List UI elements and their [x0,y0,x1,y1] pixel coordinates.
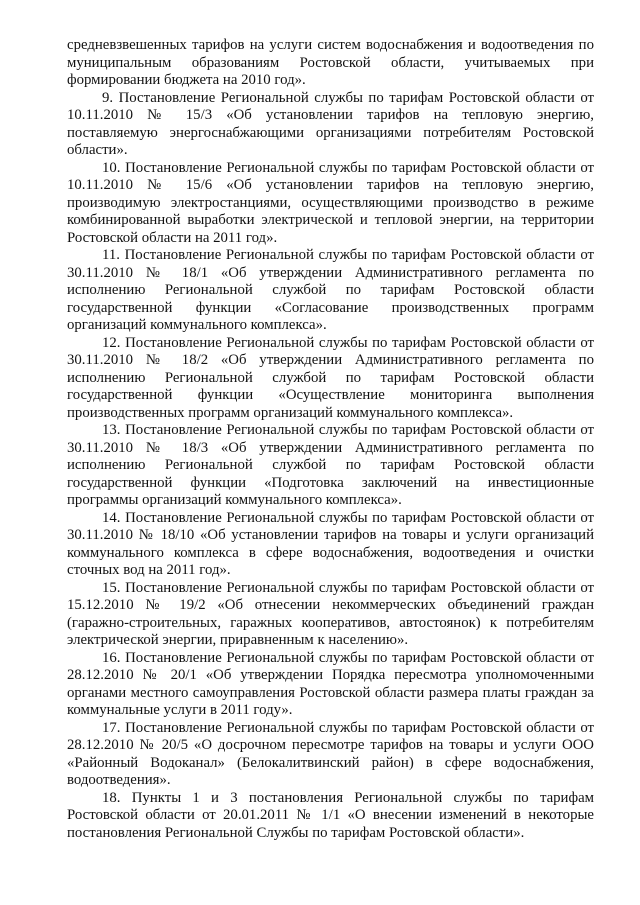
paragraph-item-14: 14. Постановление Региональной службы по тарифам Ростовской области от 30.11.2010 № 18/10 «Об установлении тарифов на товары и услуги организаций коммунального комплекса в сфере водоснабжения, водоотведения и очистки сточных вод на 2011 год». [67,509,594,578]
paragraph-item-18: 18. Пункты 1 и 3 постановления Региональной службы по тарифам Ростовской области от 20.01.2011 № 1/1 «О внесении изменений в некоторые постановления Региональной Службы по тарифам Ростовской области». [67,789,594,841]
paragraph-item-9: 9. Постановление Региональной службы по тарифам Ростовской области от 10.11.2010 № 15/3 «Об установлении тарифов на тепловую энергию, поставляемую энергоснабжающими организациями потребителям Ростовской области». [67,89,594,158]
paragraph-item-10: 10. Постановление Региональной службы по тарифам Ростовской области от 10.11.2010 № 15/6 «Об установлении тарифов на тепловую энергию, производимую электростанциями, осуществляющими производство в режиме комбинированной выработки электрической и тепловой энергии, на территории Ростовской области на 2011 год». [67,159,594,246]
paragraph-continuation: средневзвешенных тарифов на услуги систем водоснабжения и водоотведения по муниципальным образованиям Ростовской области, учитываемых при формировании бюджета на 2010 год». [67,37,594,88]
paragraph-item-11: 11. Постановление Региональной службы по тарифам Ростовской области от 30.11.2010 № 18/1 «Об утверждении Административного регламента по исполнению Региональной службой по тарифам Ростовской области государственной функции «Согласование производственных программ организаций коммунального комплекса». [67,247,594,333]
paragraph-item-16: 16. Постановление Региональной службы по тарифам Ростовской области от 28.12.2010 № 20/1 «Об утверждении Порядка пересмотра уполномоченными органами местного самоуправления Ростовской области размера платы граждан за коммунальные услуги в 2011 году». [67,649,594,718]
paragraph-item-13: 13. Постановление Региональной службы по тарифам Ростовской области от 30.11.2010 № 18/3 «Об утверждении Административного регламента по исполнению Региональной службой по тарифам Ростовской области государственной функции «Подготовка заключений на инвестиционные программы организаций коммунального комплекса». [67,422,594,508]
paragraph-item-15: 15. Постановление Региональной службы по тарифам Ростовской области от 15.12.2010 № 19/2 «Об отнесении некоммерческих объединений граждан (гаражно-строительных, гаражных кооперативов, автостоянок) к потребителям электрической энергии, приравненным к населению». [67,579,594,648]
document-page [67,37,594,842]
paragraph-item-17: 17. Постановление Региональной службы по тарифам Ростовской области от 28.12.2010 № 20/5 «О досрочном пересмотре тарифов на товары и услуги ООО «Районный Водоканал» (Белокалитвинский район) в сфере водоснабжения, водоотведения». [67,719,594,788]
paragraph-item-12: 12. Постановление Региональной службы по тарифам Ростовской области от 30.11.2010 № 18/2 «Об утверждении Административного регламента по исполнению Региональной службой по тарифам Ростовской области государственной функции «Осуществление мониторинга выполнения производственных программ организаций коммунального комплекса». [67,334,594,421]
